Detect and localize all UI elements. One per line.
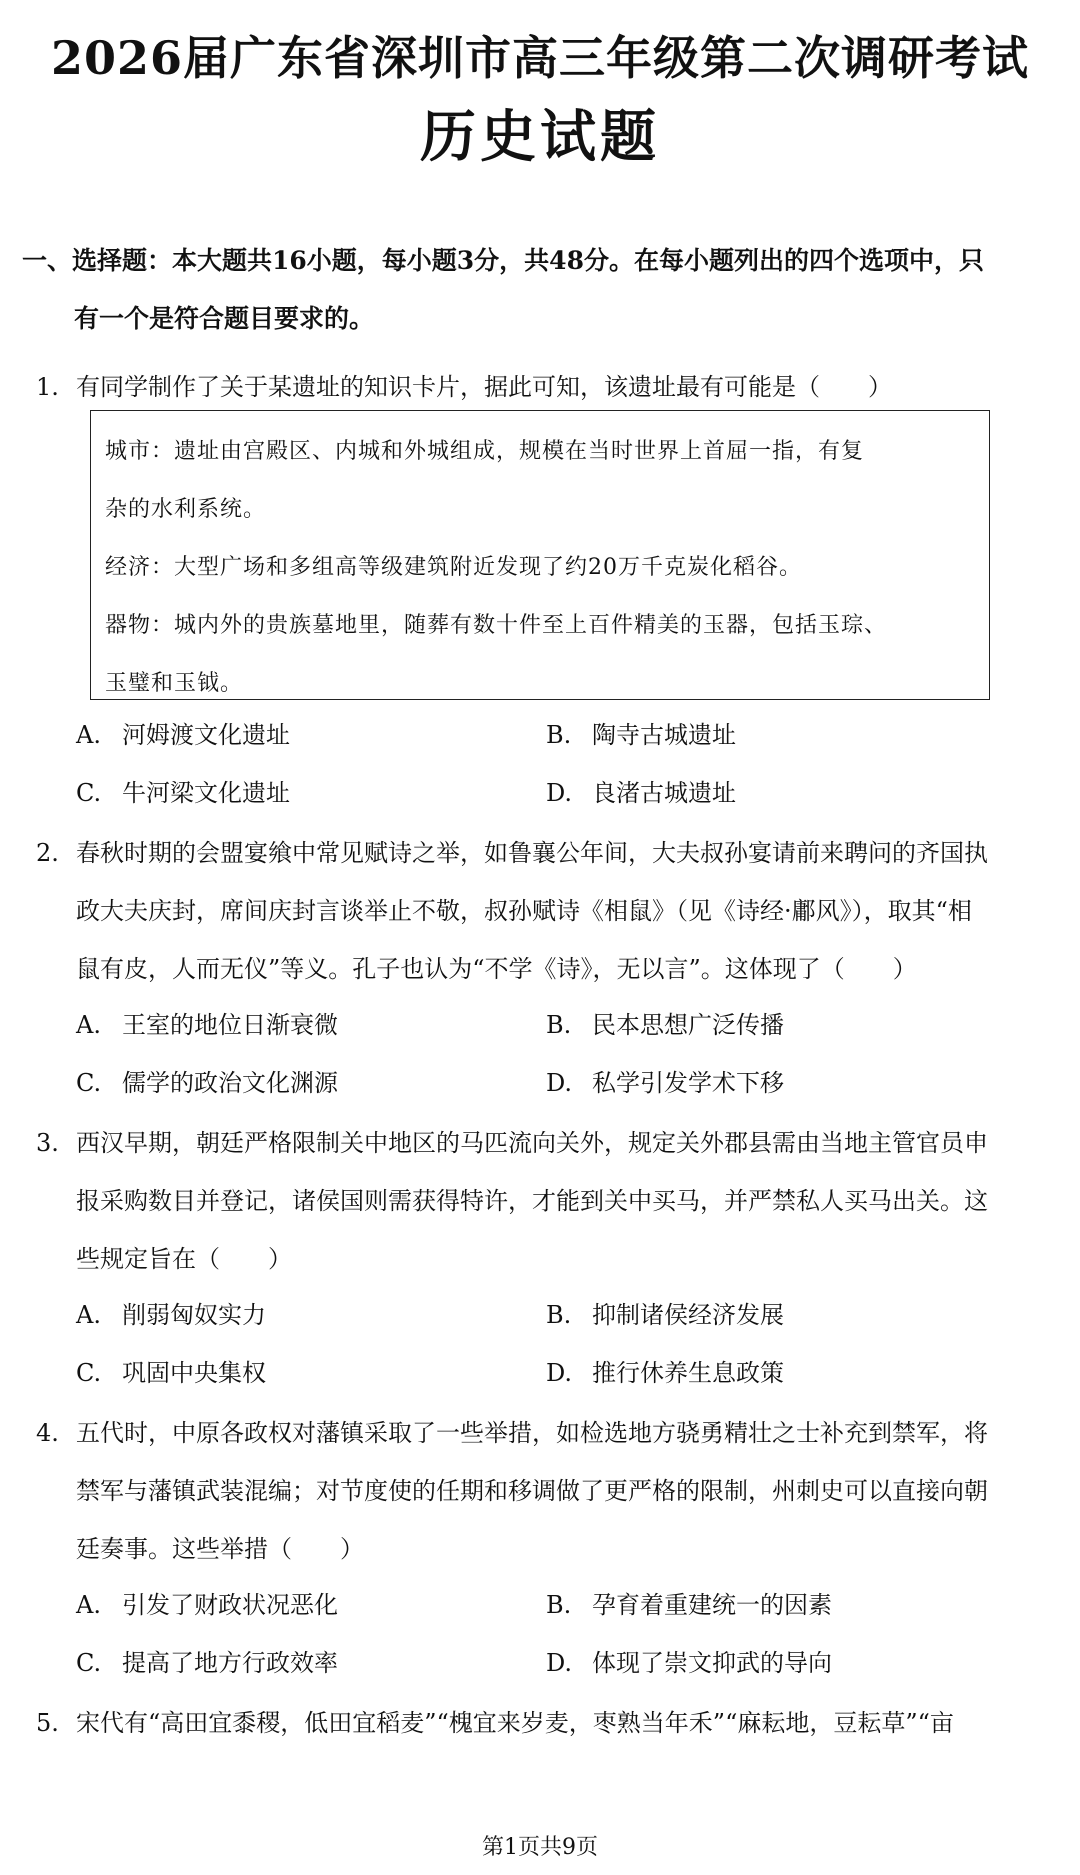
question-stem: 春秋时期的会盟宴飨中常见赋诗之举，如鲁襄公年间，大夫叔孙宴请前来聘问的齐国执 [76, 839, 988, 867]
option-letter: A. [76, 1011, 101, 1039]
option-text: 抑制诸侯经济发展 [592, 1301, 784, 1329]
option-letter: D. [546, 1069, 573, 1097]
question-number: 5. [36, 1709, 59, 1737]
option-d[interactable] [546, 1068, 784, 1098]
option-b[interactable] [546, 1300, 784, 1330]
option-text: 巩固中央集权 [122, 1359, 266, 1387]
option-letter: A. [76, 721, 101, 749]
question-stem: 禁军与藩镇武装混编；对节度使的任期和移调做了更严格的限制，州刺史可以直接向朝 [76, 1477, 988, 1505]
option-letter: C. [76, 1359, 102, 1387]
option-d[interactable] [546, 1358, 784, 1388]
question-stem: 五代时，中原各政权对藩镇采取了一些举措，如检选地方骁勇精壮之士补充到禁军，将 [76, 1419, 988, 1447]
option-letter: B. [546, 1301, 572, 1329]
option-letter: C. [76, 1649, 102, 1677]
option-text: 河姆渡文化遗址 [122, 721, 290, 749]
knowledge-card [90, 410, 990, 700]
option-d[interactable] [546, 1648, 832, 1678]
page-number: 第1页共9页 [482, 1835, 598, 1860]
section-heading-line: 有一个是符合题目要求的。 [74, 304, 375, 333]
option-text: 提高了地方行政效率 [122, 1649, 338, 1677]
option-letter: A. [76, 1301, 101, 1329]
option-letter: D. [546, 1359, 573, 1387]
question-stem: 西汉早期，朝廷严格限制关中地区的马匹流向关外，规定关外郡县需由当地主管官员申 [76, 1129, 988, 1157]
option-text: 体现了崇文抑武的导向 [592, 1649, 832, 1677]
option-letter: D. [546, 1649, 573, 1677]
option-letter: C. [76, 779, 102, 807]
option-text: 推行休养生息政策 [592, 1359, 784, 1387]
question-number: 1. [36, 373, 59, 401]
option-c[interactable] [76, 1358, 266, 1388]
option-text: 削弱匈奴实力 [122, 1301, 266, 1329]
question-stem: 有同学制作了关于某遗址的知识卡片，据此可知，该遗址最有可能是（ ） [76, 373, 892, 401]
card-line: 经济：大型广场和多组高等级建筑附近发现了约20万千克炭化稻谷。 [105, 555, 802, 580]
option-d[interactable] [546, 778, 736, 808]
option-b[interactable] [546, 1010, 784, 1040]
exam-title: 2026届广东省深圳市高三年级第二次调研考试 [50, 31, 1030, 85]
question-stem: 廷奏事。这些举措（ ） [76, 1535, 364, 1563]
option-text: 陶寺古城遗址 [592, 721, 736, 749]
option-b[interactable] [546, 720, 736, 750]
option-text: 孕育着重建统一的因素 [592, 1591, 832, 1619]
question-stem: 鼠有皮，人而无仪”等义。孔子也认为“不学《诗》，无以言”。这体现了（ ） [76, 955, 917, 983]
question-3 [36, 1114, 1060, 1288]
option-text: 牛河梁文化遗址 [122, 779, 290, 807]
question-2 [36, 824, 1060, 998]
card-line: 杂的水利系统。 [105, 497, 267, 522]
option-letter: C. [76, 1069, 102, 1097]
question-stem: 报采购数目并登记，诸侯国则需获得特许，才能到关中买马，并严禁私人买马出关。这 [76, 1187, 988, 1215]
option-letter: D. [546, 779, 573, 807]
card-line: 城市：遗址由宫殿区、内城和外城组成，规模在当时世界上首屈一指，有复 [105, 439, 865, 464]
question-number: 2. [36, 839, 59, 867]
option-b[interactable] [546, 1590, 832, 1620]
option-letter: B. [546, 1591, 572, 1619]
question-stem: 宋代有“高田宜黍稷，低田宜稻麦”“槐宜来岁麦，枣熟当年禾”“麻耘地，豆耘草”“亩 [76, 1709, 954, 1737]
question-number: 3. [36, 1129, 59, 1157]
option-text: 引发了财政状况恶化 [122, 1591, 338, 1619]
section-heading-line: 一、选择题：本大题共16小题，每小题3分，共48分。在每小题列出的四个选项中，只 [22, 246, 984, 275]
option-text: 儒学的政治文化渊源 [122, 1069, 338, 1097]
option-text: 私学引发学术下移 [592, 1069, 784, 1097]
option-a[interactable] [76, 1300, 266, 1330]
question-5 [36, 1694, 1060, 1752]
option-a[interactable] [76, 1590, 338, 1620]
option-text: 王室的地位日渐衰微 [122, 1011, 338, 1039]
question-1 [36, 358, 1060, 416]
option-text: 良渚古城遗址 [592, 779, 736, 807]
option-c[interactable] [76, 778, 290, 808]
option-c[interactable] [76, 1648, 338, 1678]
option-letter: A. [76, 1591, 101, 1619]
question-stem: 政大夫庆封，席间庆封言谈举止不敬，叔孙赋诗《相鼠》（见《诗经·鄘风》），取其“相 [76, 897, 972, 925]
section-heading [22, 232, 1062, 348]
question-4 [36, 1404, 1060, 1578]
option-a[interactable] [76, 720, 290, 750]
option-letter: B. [546, 1011, 572, 1039]
subject-title: 历史试题 [420, 104, 660, 170]
card-line: 玉璧和玉钺。 [105, 671, 244, 696]
option-a[interactable] [76, 1010, 338, 1040]
question-number: 4. [36, 1419, 59, 1447]
question-stem: 些规定旨在（ ） [76, 1245, 292, 1273]
card-line: 器物：城内外的贵族墓地里，随葬有数十件至上百件精美的玉器，包括玉琮、 [105, 613, 888, 638]
option-c[interactable] [76, 1068, 338, 1098]
option-text: 民本思想广泛传播 [592, 1011, 784, 1039]
option-letter: B. [546, 721, 572, 749]
